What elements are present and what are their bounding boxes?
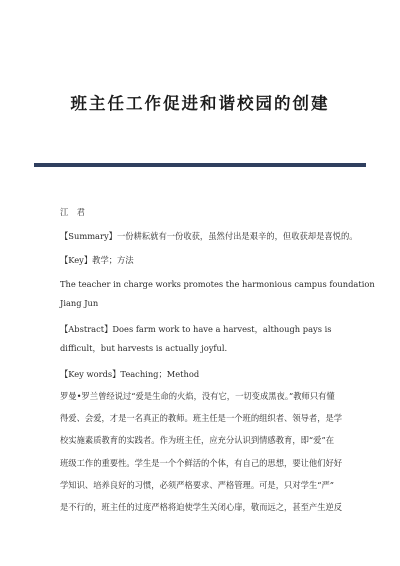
body-paragraph-line: 罗曼•罗兰曾经说过“爱是生命的火焰，没有它，一切变成黑夜。”教师只有懂 <box>60 391 335 401</box>
abstract-en-line-1: 【Abstract】Does farm work to have a harvest，although pays is <box>60 324 332 334</box>
body-paragraph-line: 校实施素质教育的实践者。作为班主任，应充分认识到情感教育，即“爱”在 <box>60 435 334 445</box>
body-paragraph-line: 是不行的，班主任的过度严格将迫使学生关闭心扉，敬而远之，甚至产生逆反 <box>60 502 343 512</box>
key-cn: 【Key】教学；方法 <box>60 255 134 265</box>
summary-cn: 【Summary】一份耕耘就有一份收获，虽然付出是艰辛的，但收获却是喜悦的。 <box>60 231 358 241</box>
body-paragraph-line: 学知识、培养良好的习惯，必须严格要求、严格管理。可是，只对学生“严” <box>60 480 334 490</box>
author-name: 江 君 <box>60 207 85 217</box>
abstract-en-line-2: difficult，but harvests is actually joyful. <box>60 343 228 353</box>
paper-title: 班主任工作促进和谐校园的创建 <box>70 94 330 113</box>
author-en: Jiang Jun <box>60 298 99 308</box>
title-divider <box>34 163 366 167</box>
body-paragraph-line: 班级工作的重要性。学生是一个个鲜活的个体，有自己的思想，要让他们好好 <box>60 458 343 468</box>
keywords-en: 【Key words】Teaching；Method <box>60 369 200 379</box>
title-en: The teacher in charge works promotes the harmonious campus foundation <box>60 279 375 289</box>
body-paragraph-line: 得爱、会爱，才是一名真正的教师。班主任是一个班的组织者、领导者，是学 <box>60 413 343 423</box>
